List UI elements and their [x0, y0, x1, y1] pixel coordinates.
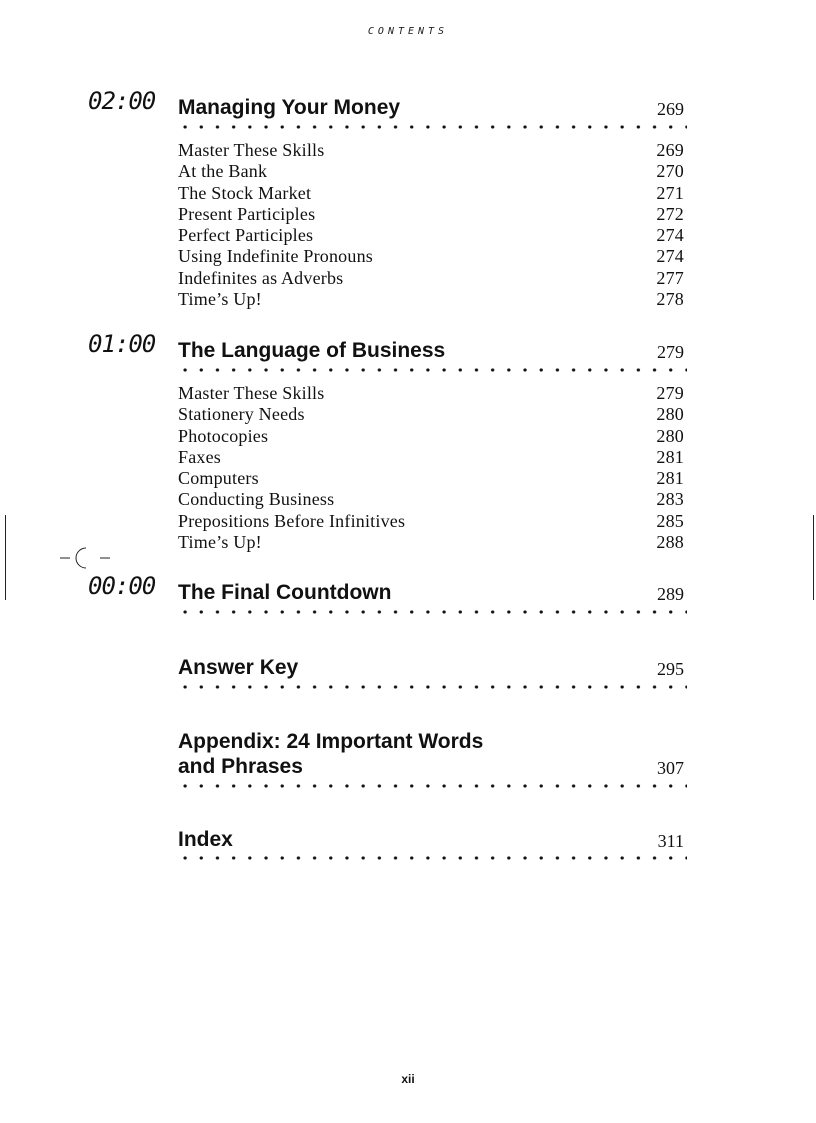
chapter-title: The Final Countdown: [178, 581, 392, 604]
chapter-title-line-2: and Phrases: [178, 755, 303, 778]
entry-page: 278: [656, 289, 684, 310]
entry-label: The Stock Market: [178, 182, 312, 203]
entry-page: 270: [656, 161, 684, 182]
dot-leader: [177, 368, 687, 372]
toc-entry: [178, 511, 684, 532]
dot-leader: [177, 610, 687, 614]
toc-entry: [178, 246, 684, 267]
chapter-title-line-1: Appendix: 24 Important Words: [178, 730, 484, 753]
entry-page: 280: [656, 425, 684, 446]
crop-mark-right: [813, 515, 814, 600]
toc-entry: [178, 204, 684, 225]
entry-label: Using Indefinite Pronouns: [178, 246, 373, 267]
entry-page: 285: [656, 510, 684, 531]
chapter-page: 311: [657, 831, 684, 851]
toc-entry: [178, 447, 684, 468]
chapter-title: Answer Key: [178, 656, 299, 679]
entry-page: 272: [656, 203, 684, 224]
entry-page: 274: [656, 246, 684, 267]
entry-page: 271: [656, 182, 684, 203]
page-number: xii: [401, 1072, 415, 1086]
entry-page: 281: [656, 446, 684, 467]
entry-label: Prepositions Before Infinitives: [178, 510, 406, 531]
chapter-page: 289: [657, 584, 684, 604]
entry-list: [178, 140, 684, 310]
toc-entry: [178, 225, 684, 246]
chapter-timer: 00:00: [88, 572, 156, 600]
crop-mark-left: [5, 515, 6, 600]
entry-page: 277: [656, 267, 684, 288]
entry-page: 280: [656, 404, 684, 425]
chapter-page: 307: [657, 758, 684, 778]
registration-mark-icon: [60, 544, 112, 574]
entry-list: [178, 383, 684, 553]
entry-page: 274: [656, 225, 684, 246]
entry-label: Conducting Business: [178, 489, 335, 510]
entry-label: Time’s Up!: [178, 532, 262, 553]
dot-leader: [177, 784, 687, 788]
toc-entry: [178, 489, 684, 510]
toc-entry: [178, 289, 684, 310]
entry-label: Present Participles: [178, 203, 316, 224]
entry-label: Master These Skills: [178, 383, 325, 403]
chapter-timer: 01:00: [88, 330, 156, 358]
entry-label: Indefinites as Adverbs: [178, 267, 344, 288]
entry-label: Master These Skills: [178, 140, 325, 160]
toc-entry: [178, 268, 684, 289]
chapter-page: 295: [657, 659, 684, 679]
running-head: CONTENTS: [367, 26, 449, 37]
chapter-title: Managing Your Money: [178, 96, 401, 119]
chapter-title: The Language of Business: [178, 339, 446, 362]
entry-page: 279: [656, 383, 684, 403]
toc-entry: [178, 468, 684, 489]
entry-label: Perfect Participles: [178, 225, 314, 246]
chapter-page: 269: [657, 99, 684, 119]
dot-leader: [177, 856, 687, 860]
entry-label: Stationery Needs: [178, 404, 305, 425]
toc-entry: [178, 140, 684, 161]
entry-label: At the Bank: [178, 161, 268, 182]
toc-entry: [178, 183, 684, 204]
entry-label: Computers: [178, 468, 259, 489]
entry-page: 281: [656, 468, 684, 489]
toc-entry: [178, 532, 684, 553]
entry-label: Photocopies: [178, 425, 269, 446]
chapter-timer: 02:00: [88, 87, 156, 115]
entry-page: 288: [656, 532, 684, 553]
toc-entry: [178, 161, 684, 182]
chapter-title: Index: [178, 828, 233, 851]
entry-page: 269: [656, 140, 684, 160]
entry-label: Faxes: [178, 446, 221, 467]
toc-entry: [178, 383, 684, 404]
entry-label: Time’s Up!: [178, 289, 262, 310]
dot-leader: [177, 125, 687, 129]
toc-entry: [178, 404, 684, 425]
entry-page: 283: [656, 489, 684, 510]
toc-entry: [178, 426, 684, 447]
chapter-page: 279: [657, 342, 684, 362]
dot-leader: [177, 685, 687, 689]
